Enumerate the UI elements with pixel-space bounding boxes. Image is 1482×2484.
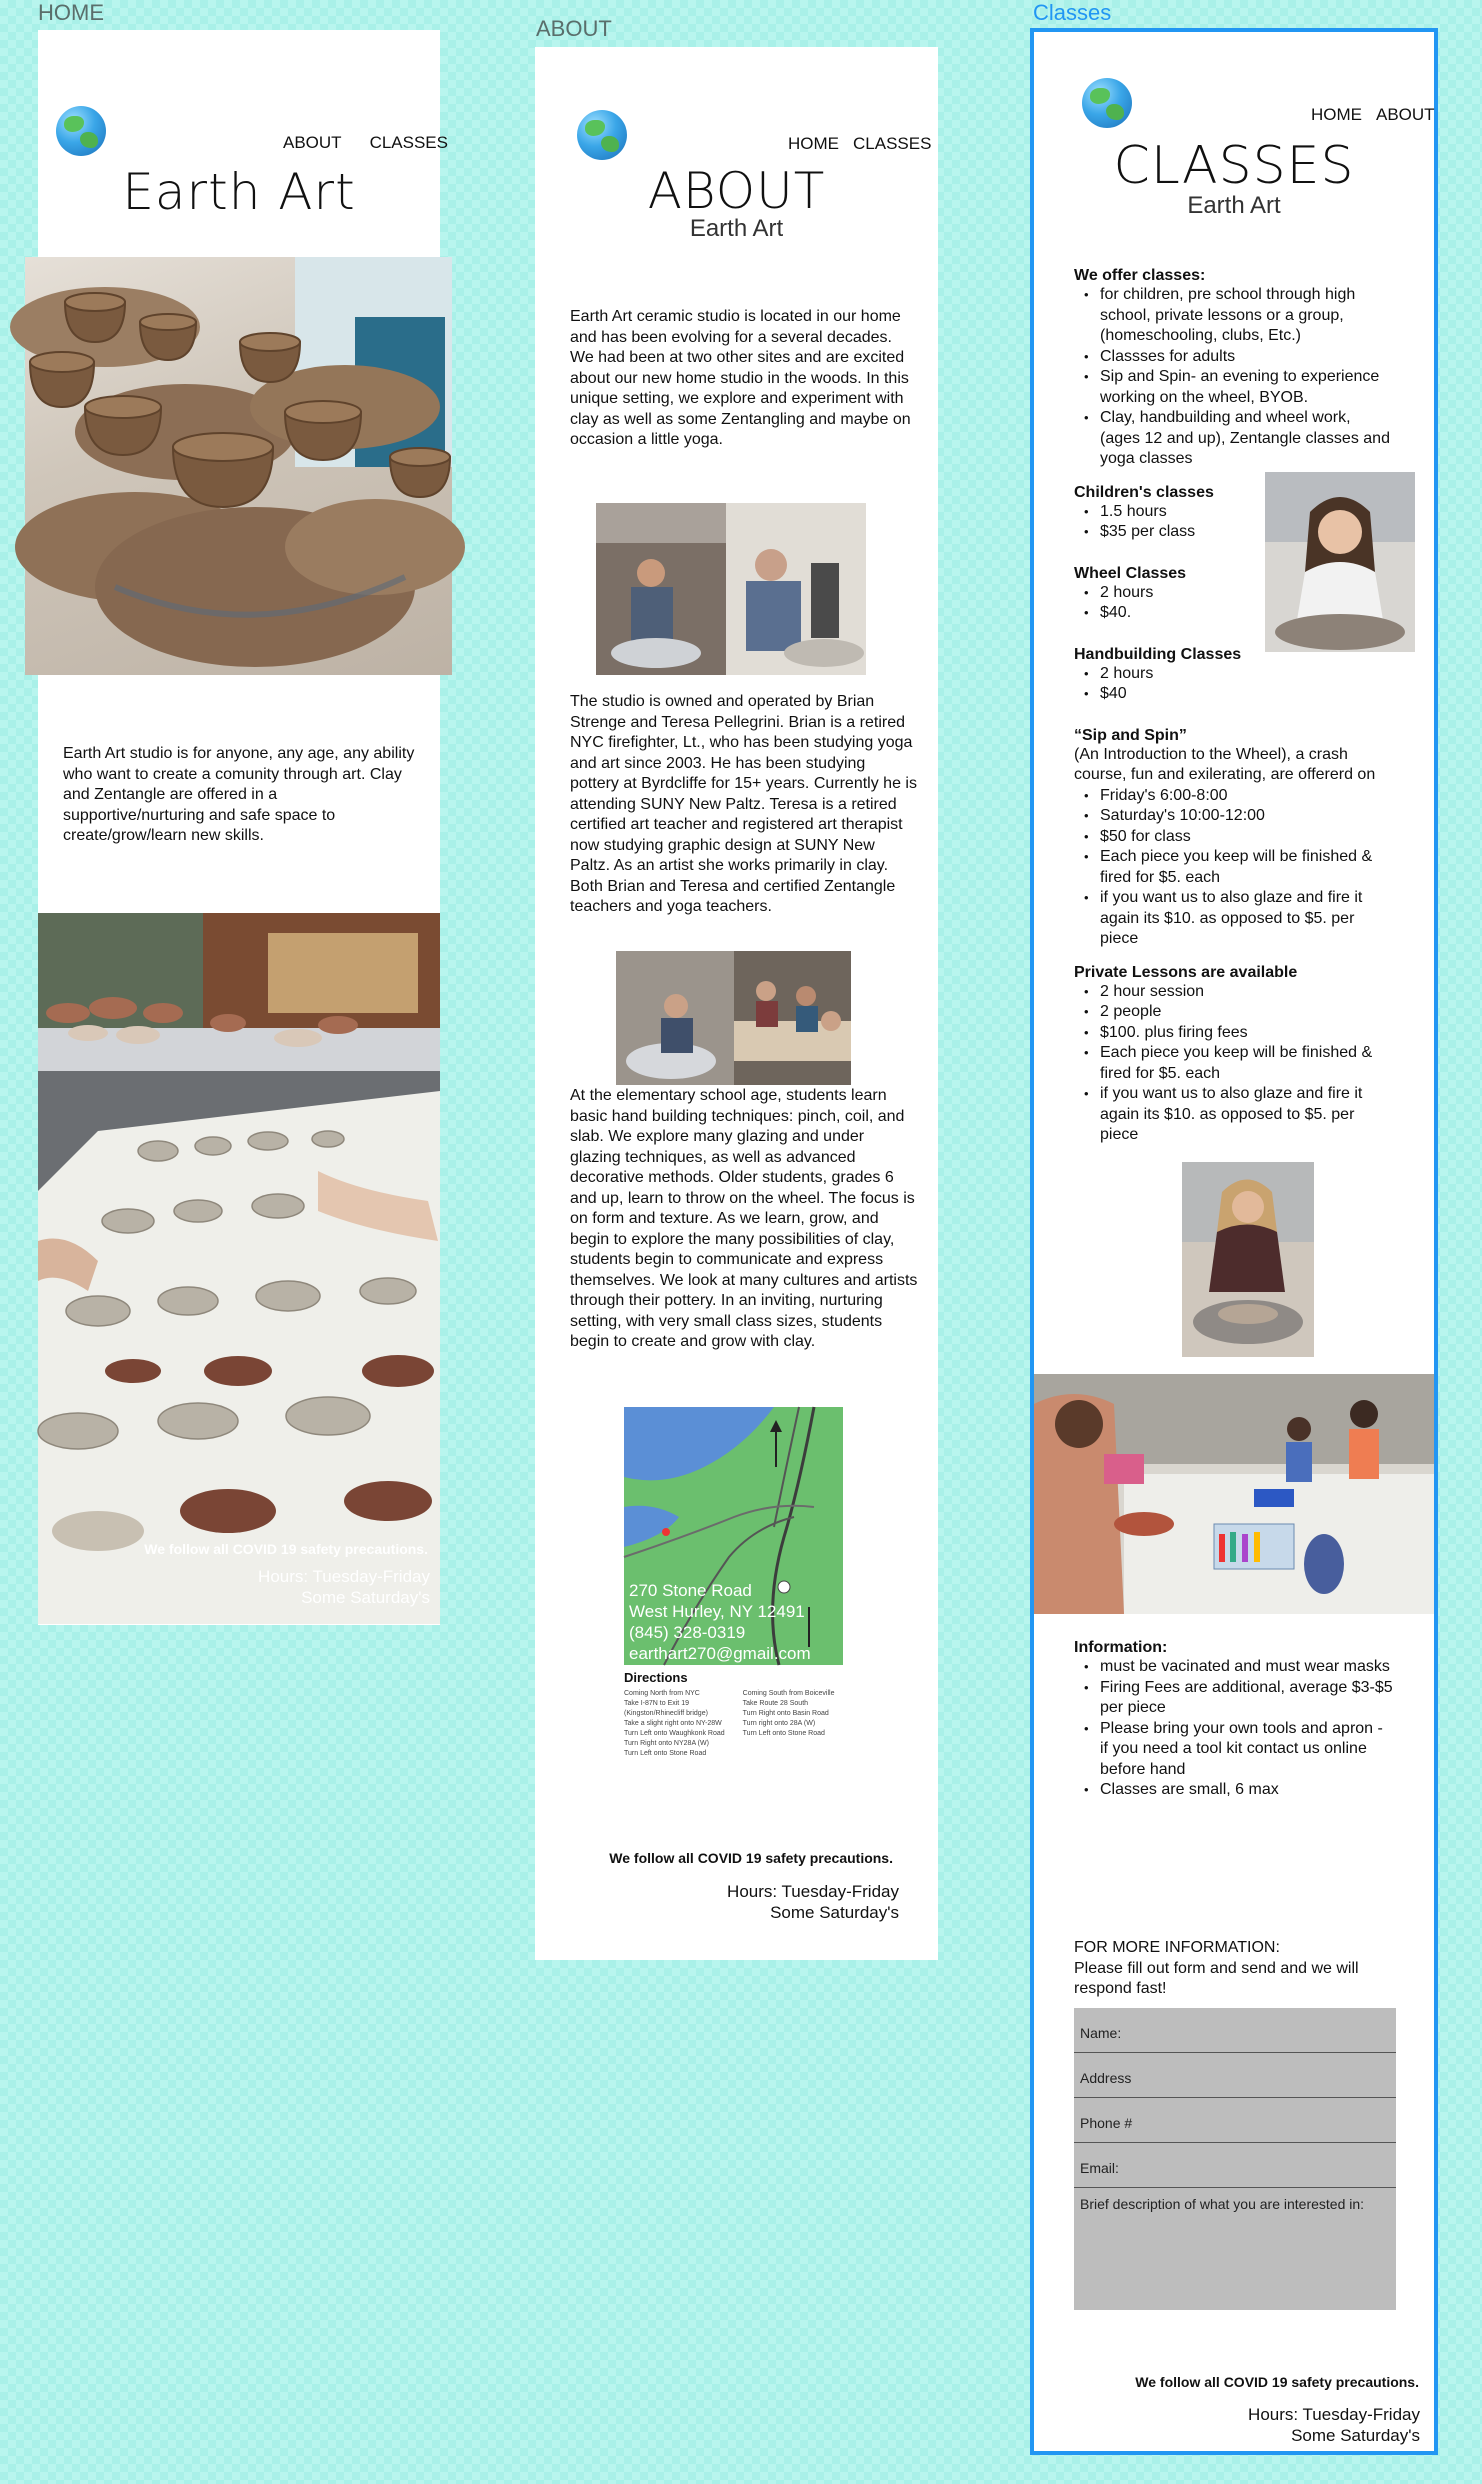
list-item: • Classses for adults [1074, 347, 1394, 368]
wheel-throwing-illustration [1182, 1162, 1314, 1357]
about-paragraph-1: Earth Art ceramic studio is located in our home and has been evolving for a several decades. We had been at two other sites and are excited about our new home studio in the woods. In this unique setting, we explore and experiment with clay as well as some Zentangling and maybe on occasion a little yoga. [570, 308, 911, 448]
class-photo [616, 951, 851, 1085]
map-contact-info [629, 1580, 811, 1664]
page-title: CLASSES [1113, 136, 1355, 196]
offer-list [1074, 285, 1394, 470]
list-item: • if you want us to also glaze and fire it again its $10. as opposed to $5. per piece [1074, 888, 1394, 950]
list-item: • 1.5 hours [1074, 502, 1394, 523]
hours-line-2: Some Saturday's [301, 1588, 430, 1607]
address-field[interactable]: Address [1074, 2053, 1396, 2098]
founders-photo [596, 503, 866, 675]
covid-notice: We follow all COVID 19 safety precautions. [1135, 2374, 1419, 2390]
frame-label-home: HOME [38, 0, 104, 25]
directions-north [624, 1689, 725, 1759]
list-item: • Each piece you keep will be finished & fired for $5. each [1074, 1043, 1394, 1084]
directions-south [743, 1689, 835, 1759]
sip-spin-heading: “Sip and Spin” [1074, 726, 1187, 744]
phone-field[interactable]: Phone # [1074, 2098, 1396, 2143]
child-potter-illustration [1265, 472, 1415, 652]
shelf-pottery-photo [38, 913, 440, 1071]
frame-label-about: ABOUT [536, 16, 612, 41]
class-illustration [616, 951, 851, 1085]
wheel-heading: Wheel Classes [1074, 564, 1187, 582]
list-item: • Saturday's 10:00-12:00 [1074, 806, 1394, 827]
classes-frame [1030, 28, 1438, 2455]
page-title: Earth Art [122, 163, 356, 221]
directions-line: Take I-87N to Exit 19 [624, 1700, 689, 1707]
nav-about-link[interactable]: ABOUT [283, 133, 342, 152]
children-heading: Children's classes [1074, 483, 1214, 501]
list-item: • Sip and Spin- an evening to experience working on the wheel, BYOB. [1074, 367, 1394, 408]
location-map [624, 1407, 843, 1665]
directions-line: Take a slight right onto NY-28W [624, 1720, 722, 1727]
hours-line-2: Some Saturday's [1291, 2426, 1420, 2445]
globe-logo-icon [577, 110, 627, 160]
contact-form [1074, 2008, 1396, 2310]
frame-label-classes: Classes [1033, 0, 1112, 25]
wheel-throwing-photo [1182, 1162, 1314, 1357]
list-item: • Clay, handbuilding and wheel work, (ages 12 and up), Zentangle classes and yoga classes [1074, 408, 1394, 470]
list-item: • $40 [1074, 684, 1394, 705]
list-item: • Each piece you keep will be finished & fired for $5. each [1074, 847, 1394, 888]
directions-line: Turn Left onto Stone Road [742, 1730, 825, 1737]
name-field[interactable]: Name: [1074, 2008, 1396, 2053]
list-item: • must be vacinated and must wear masks [1074, 1657, 1394, 1678]
nav-home-link[interactable]: HOME [1311, 105, 1362, 124]
directions-line: Turn Right onto Basin Road [742, 1710, 829, 1717]
directions-line: Turn right onto 28A (W) [742, 1720, 816, 1727]
list-item: • $40. [1074, 603, 1394, 624]
directions-block [624, 1670, 854, 1759]
page-title: ABOUT [647, 162, 826, 220]
directions-line: (Kingston/Rhinecliff bridge) [624, 1710, 708, 1717]
list-item: • Friday's 6:00-8:00 [1074, 786, 1394, 807]
directions-title: Directions [624, 1670, 688, 1685]
list-item: • $35 per class [1074, 522, 1394, 543]
more-info-heading: FOR MORE INFORMATION: [1074, 1939, 1280, 1956]
hours-line-1: Hours: Tuesday-Friday [1248, 2405, 1420, 2424]
shelf-illustration [38, 913, 440, 1071]
list-item: • Firing Fees are additional, average $3-$5 per piece [1074, 1678, 1394, 1719]
covid-notice: We follow all COVID 19 safety precautions. [144, 1541, 428, 1557]
list-item: • Please bring your own tools and apron - if you need a tool kit contact us online before hand [1074, 1719, 1394, 1781]
hours-line-1: Hours: Tuesday-Friday [258, 1567, 430, 1586]
child-potter-photo [1265, 472, 1415, 652]
more-info-section [1074, 1938, 1394, 2000]
directions-line: Take Route 28 South [742, 1700, 809, 1707]
founders-illustration [596, 503, 866, 675]
table-bowls-photo [38, 1071, 440, 1624]
kids-class-illustration [1034, 1374, 1434, 1614]
home-intro-text: Earth Art studio is for anyone, any age, any ability who want to create a comunity through art. Clay and Zentangle are offered in a supportive/nurturing and safe space to create/grow/learn new skills. [63, 745, 415, 844]
hero-pottery-illustration [25, 257, 452, 675]
email-field[interactable]: Email: [1074, 2143, 1396, 2188]
address-line-2: West Hurley, NY 12491 [629, 1602, 805, 1621]
about-nav [788, 134, 931, 154]
email-link[interactable]: earthart270@gmail.com [629, 1644, 811, 1663]
page-subtitle: Earth Art [689, 215, 784, 242]
list-item: • if you want us to also glaze and fire it again its $10. as opposed to $5. per piece [1074, 1084, 1394, 1146]
nav-classes-link[interactable]: CLASSES [369, 133, 448, 152]
list-item: • Classes are small, 6 max [1074, 1780, 1394, 1801]
information-section [1074, 1639, 1394, 1801]
list-item: • for children, pre school through high school, private lessons or a group, (homeschooling, clubs, Etc.) [1074, 285, 1394, 347]
info-heading: Information: [1074, 1639, 1168, 1656]
list-item: • $100. plus firing fees [1074, 1023, 1394, 1044]
about-paragraph-2: The studio is owned and operated by Brian Strenge and Teresa Pellegrini. Brian is a retired NYC firefighter, Lt., who has been studying yoga and art since 2003. He has been studying pottery at Byrdcliffe for 15+ years. Currently he is attending SUNY New Paltz. Teresa is a retired certified art teacher and registered art therapist now studying graphic design at SUNY New Paltz. As an artist she works primarily in clay. Both Brian and Teresa and certified Zentangle teachers and yoga teachers. [570, 693, 917, 915]
directions-line: Turn Left onto Waughkonk Road [624, 1730, 725, 1737]
offer-heading: We offer classes: [1074, 267, 1206, 284]
address-line-1: 270 Stone Road [629, 1581, 752, 1600]
hours-info [535, 1881, 899, 1923]
sip-spin-description: (An Introduction to the Wheel), a crash course, fun and exilerating, are offererd on [1074, 745, 1376, 783]
list-item: • 2 hours [1074, 583, 1394, 604]
page-subtitle: Earth Art [1187, 192, 1281, 219]
globe-logo-icon [56, 106, 106, 156]
directions-line: Coming South from Boiceville [742, 1690, 835, 1697]
more-info-text: Please fill out form and send and we will respond fast! [1074, 1959, 1359, 1997]
hours-info [38, 1566, 430, 1608]
kids-class-photo [1034, 1374, 1434, 1614]
info-list [1074, 1657, 1394, 1801]
directions-line: Coming North from NYC [624, 1690, 700, 1697]
about-frame [535, 47, 938, 1960]
nav-classes-link[interactable]: CLASSES [853, 134, 932, 153]
classes-nav [1311, 105, 1435, 125]
list-item: • 2 hours [1074, 664, 1394, 685]
hours-line-1: Hours: Tuesday-Friday [727, 1882, 899, 1901]
nav-home-link[interactable]: HOME [788, 134, 839, 153]
about-paragraph-3: At the elementary school age, students learn basic hand building techniques: pinch, coil, and slab. We explore many glazing and under glazing techniques, as well as advanced decorative methods. Older students, grades 6 and up, learn to throw on the wheel. The focus is on form and texture. As we learn, grow, and begin to explore the many possibilities of clay, students begin to communicate and express themselves. We look at many cultures and artists through their pottery. In an inviting, nurturing setting, with very small class sizes, students begin to create and grow with clay. [570, 1087, 918, 1350]
hours-info [1034, 2404, 1420, 2446]
description-field[interactable]: Brief description of what you are interested in: [1080, 2196, 1365, 2212]
list-item: • 2 people [1074, 1002, 1394, 1023]
handbuilding-list [1074, 664, 1394, 705]
hours-line-2: Some Saturday's [770, 1903, 899, 1922]
phone-number: (845) 328-0319 [629, 1623, 746, 1642]
handbuilding-heading: Handbuilding Classes [1074, 645, 1242, 663]
nav-about-link[interactable]: ABOUT [1376, 105, 1435, 124]
directions-line: Turn Right onto NY28A (W) [624, 1740, 709, 1747]
globe-logo-icon [1082, 78, 1132, 128]
hero-pottery-photo [25, 257, 452, 675]
private-heading: Private Lessons are available [1074, 963, 1298, 981]
list-item: • $50 for class [1074, 827, 1394, 848]
list-item: • 2 hour session [1074, 982, 1394, 1003]
sip-spin-list [1074, 786, 1394, 950]
home-nav [283, 133, 448, 153]
directions-line: Turn Left onto Stone Road [624, 1750, 707, 1757]
covid-notice: We follow all COVID 19 safety precautions. [609, 1850, 893, 1866]
class-offerings [1074, 267, 1394, 1146]
private-list [1074, 982, 1394, 1146]
